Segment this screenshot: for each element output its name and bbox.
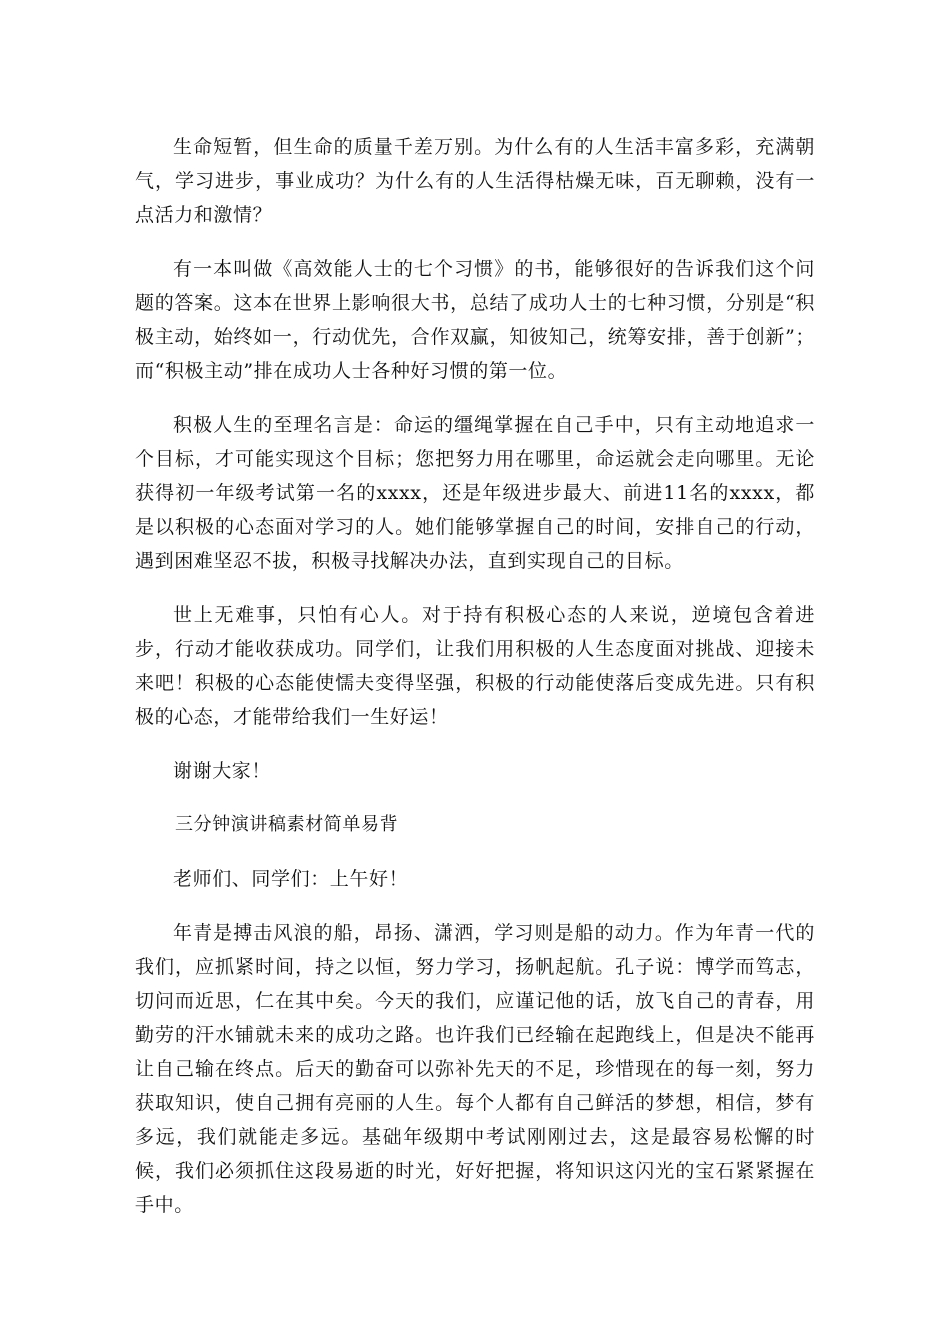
paragraph-gap: [135, 734, 815, 754]
document-body: [135, 130, 815, 1222]
paragraph-gap: [135, 388, 815, 408]
paragraph-2: 有一本叫做《高效能人士的七个习惯》的书，能够很好的告诉我们这个问题的答案。这本在世界上影响很大书，总结了成功人士的七种习惯，分别是“积极主动，始终如一，行动优先，合作双赢，知彼知己，统筹安排，善于创新”；而“积极主动”排在成功人士各种好习惯的第一位。: [135, 258, 815, 382]
paragraph-gap: [135, 788, 815, 808]
paragraph-3: 积极人生的至理名言是：命运的缰绳掌握在自己手中，只有主动地追求一个目标，才可能实现这个目标；您把努力用在哪里，命运就会走向哪里。无论获得初一年级考试第一名的xxxx，还是年级进步最大、前进11名的xxxx，都是以积极的心态面对学习的人。她们能够掌握自己的时间，安排自己的行动，遇到困难坚忍不拔，积极寻找解决办法，直到实现自己的目标。: [135, 414, 815, 572]
paragraph-gap: [135, 578, 815, 598]
paragraph-4: 世上无难事，只怕有心人。对于持有积极心态的人来说，逆境包含着进步，行动才能收获成功。同学们，让我们用积极的人生态度面对挑战、迎接未来吧！积极的心态能使懦夫变得坚强，积极的行动能使落后变成先进。只有积极的心态，才能带给我们一生好运！: [135, 604, 815, 728]
paragraph-gap: [135, 896, 815, 916]
thanks-line: 谢谢大家！: [173, 760, 272, 782]
greeting-line: 老师们、同学们：上午好！: [173, 868, 409, 890]
paragraph-gap: [135, 842, 815, 862]
section-title: 三分钟演讲稿素材简单易背: [175, 814, 399, 835]
paragraph-1: 生命短暂，但生命的质量千差万别。为什么有的人生活丰富多彩，充满朝气，学习进步，事业成功？为什么有的人生活得枯燥无味，百无聊赖，没有一点活力和激情？: [135, 136, 815, 226]
paragraph-5: 年青是搏击风浪的船，昂扬、潇洒，学习则是船的动力。作为年青一代的我们，应抓紧时间，持之以恒，努力学习，扬帆起航。孔子说：博学而笃志，切问而近思，仁在其中矣。今天的我们，应谨记他的话，放飞自己的青春，用勤劳的汗水铺就未来的成功之路。也许我们已经输在起跑线上，但是决不能再让自己输在终点。后天的勤奋可以弥补先天的不足，珍惜现在的每一刻，努力获取知识，使自己拥有亮丽的人生。每个人都有自己鲜活的梦想，相信，梦有多远，我们就能走多远。基础年级期中考试刚刚过去，这是最容易松懈的时候，我们必须抓住这段易逝的时光，好好把握，将知识这闪光的宝石紧紧握在手中。: [135, 922, 815, 1216]
paragraph-gap: [135, 232, 815, 252]
